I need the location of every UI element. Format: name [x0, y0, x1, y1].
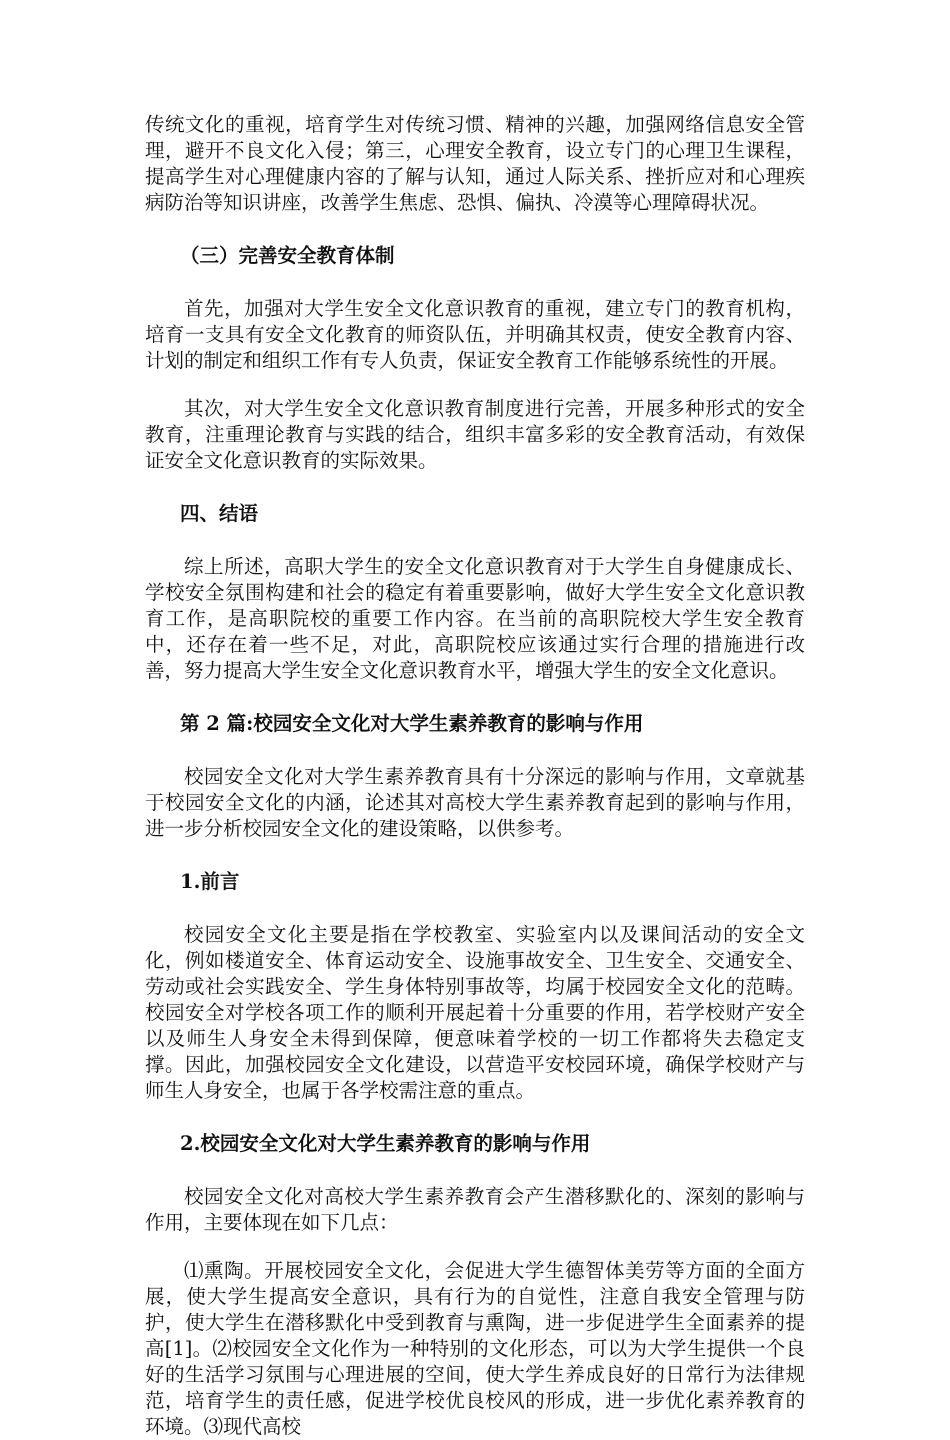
document-page	[145, 112, 805, 1440]
paragraph-preface: 校园安全文化主要是指在学校教室、实验室内以及课间活动的安全文化，例如楼道安全、体育运动安全、设施事故安全、卫生安全、交通安全、劳动或社会实践安全、学生身体特别事故等，均属于校园安全文化的范畴。校园安全对学校各项工作的顺利开展起着十分重要的作用，若学校财产安全以及师生人身安全未得到保障，便意味着学校的一切工作都将失去稳定支撑。因此，加强校园安全文化建设，以营造平安校园环境，确保学校财产与师生人身安全，也属于各学校需注意的重点。	[145, 923, 805, 1102]
heading-influence-and-role: 2.校园安全文化对大学生素养教育的影响与作用	[180, 1132, 591, 1155]
heading-improve-education-system: （三）完善安全教育体制	[180, 244, 395, 267]
heading-preface: 1.前言	[180, 870, 240, 893]
paragraph-article-2-abstract: 校园安全文化对大学生素养教育具有十分深远的影响与作用，文章就基于校园安全文化的内涵，论述其对高校大学生素养教育起到的影响与作用，进一步分析校园安全文化的建设策略，以供参考。	[145, 765, 805, 840]
heading-conclusion: 四、结语	[180, 502, 259, 525]
paragraph-traditional-culture-continued: 传统文化的重视，培育学生对传统习惯、精神的兴趣，加强网络信息安全管理，避开不良文化入侵；第三，心理安全教育，设立专门的心理卫生课程，提高学生对心理健康内容的了解与认知，通过人际关系、挫折应对和心理疾病防治等知识讲座，改善学生焦虑、恐惧、偏执、冷漠等心理障碍状况。	[145, 113, 805, 214]
heading-article-2-title: 第 2 篇:校园安全文化对大学生素养教育的影响与作用	[180, 712, 644, 735]
paragraph-first-measure: 首先，加强对大学生安全文化意识教育的重视，建立专门的教育机构，培育一支具有安全文化教育的师资队伍，并明确其权责，使安全教育内容、计划的制定和组织工作有专人负责，保证安全教育工作能够系统性的开展。	[145, 297, 805, 372]
paragraph-second-measure: 其次，对大学生安全文化意识教育制度进行完善，开展多种形式的安全教育，注重理论教育与实践的结合，组织丰富多彩的安全教育活动，有效保证安全文化意识教育的实际效果。	[145, 397, 805, 472]
paragraph-influence-intro: 校园安全文化对高校大学生素养教育会产生潜移默化的、深刻的影响与作用，主要体现在如下几点：	[145, 1185, 805, 1234]
paragraph-conclusion: 综上所述，高职大学生的安全文化意识教育对于大学生自身健康成长、学校安全氛围构建和社会的稳定有着重要影响，做好大学生安全文化意识教育工作，是高职院校的重要工作内容。在当前的高职院校大学生安全教育中，还存在着一些不足，对此，高职院校应该通过实行合理的措施进行改善，努力提高大学生安全文化意识教育水平，增强大学生的安全文化意识。	[145, 555, 805, 682]
paragraph-influence-points: ⑴熏陶。开展校园安全文化，会促进大学生德智体美劳等方面的全面方展，使大学生提高安全意识，具有行为的自觉性，注意自我安全管理与防护，使大学生在潜移默化中受到教育与熏陶，进一步促进学生全面素养的提高[1]。⑵校园安全文化作为一种特别的文化形态，可以为大学生提供一个良好的生活学习氛围与心理进展的空间，使大学生养成良好的日常行为法律规范，培育学生的责任感，促进学校优良校风的形成，进一步优化素养教育的环境。⑶现代高校	[145, 1259, 805, 1438]
